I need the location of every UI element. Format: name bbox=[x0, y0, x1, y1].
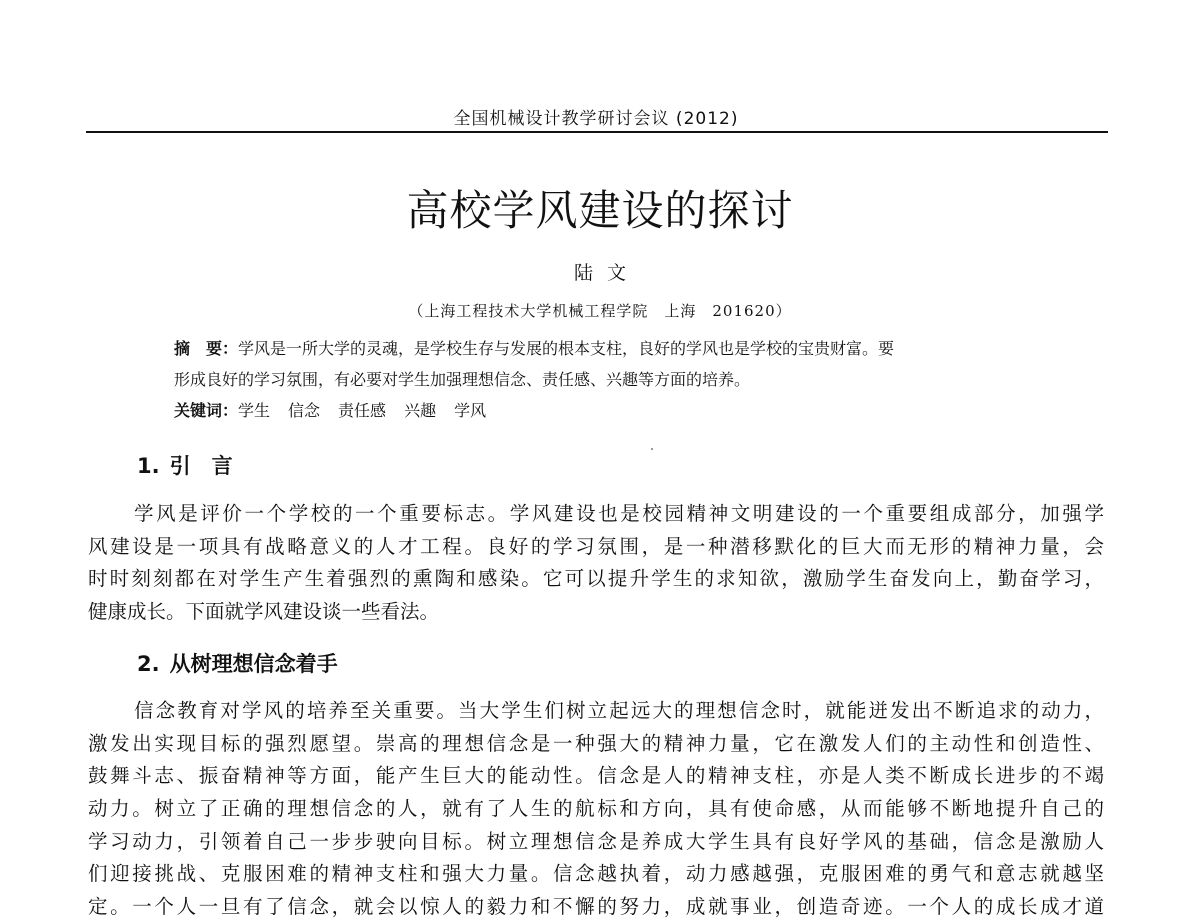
keyword: 学风 bbox=[454, 401, 487, 420]
body-line: 们迎接挑战、克服困难的精神支柱和强大力量。信念越执着，动力感越强，克服困难的勇气和意志就越坚 bbox=[88, 862, 1104, 885]
abstract-text: 形成良好的学习氛围，有必要对学生加强理想信念、责任感、兴趣等方面的培养。 bbox=[174, 370, 751, 389]
keyword: 兴趣 bbox=[404, 401, 437, 420]
body-line: 健康成长。下面就学风建设谈一些看法。 bbox=[88, 600, 440, 623]
body-line: 学风是评价一个学校的一个重要标志。学风建设也是校园精神文明建设的一个重要组成部分，加强学 bbox=[134, 502, 1104, 525]
body-line: 定。一个人一旦有了信念，就会以惊人的毅力和不懈的努力，成就事业，创造奇迹。一个人的成长成才道 bbox=[88, 895, 1104, 918]
keyword: 学生 bbox=[238, 401, 271, 420]
body-line: 激发出实现目标的强烈愿望。崇高的理想信念是一种强大的精神力量，它在激发人们的主动性和创造性、 bbox=[88, 732, 1104, 755]
scan-speck bbox=[651, 448, 653, 450]
section-heading bbox=[137, 450, 233, 480]
paper-title: 高校学风建设的探讨 bbox=[406, 186, 794, 235]
section-heading bbox=[137, 648, 338, 678]
section-title: 从树理想信念着手 bbox=[169, 652, 338, 676]
body-line: 风建设是一项具有战略意义的人才工程。良好的学习氛围，是一种潜移默化的巨大而无形的精神力量，会 bbox=[88, 535, 1104, 558]
keywords-line bbox=[174, 400, 1034, 422]
body-line: 动力。树立了正确的理想信念的人，就有了人生的航标和方向，具有使命感，从而能够不断地提升自己的 bbox=[88, 797, 1104, 820]
abstract-line bbox=[174, 338, 1034, 360]
keywords-label: 关键词： bbox=[174, 401, 239, 420]
author-name: 陆文 bbox=[573, 262, 640, 284]
keyword: 信念 bbox=[288, 401, 321, 420]
abstract-label: 摘 要： bbox=[174, 339, 239, 358]
header-rule bbox=[86, 131, 1108, 133]
keyword: 责任感 bbox=[338, 401, 387, 420]
section-title: 引 言 bbox=[169, 454, 233, 478]
section-number: 2. bbox=[137, 652, 160, 676]
body-line: 学习动力，引领着自己一步步驶向目标。树立理想信念是养成大学生具有良好学风的基础，信念是激励人 bbox=[88, 830, 1104, 853]
section-number: 1. bbox=[137, 454, 160, 478]
abstract-text: 学风是一所大学的灵魂，是学校生存与发展的根本支柱，良好的学风也是学校的宝贵财富。要 bbox=[238, 339, 895, 358]
affiliation: （上海工程技术大学机械工程学院 上海 201620） bbox=[408, 302, 792, 320]
running-head: 全国机械设计教学研讨会议 (2012) bbox=[453, 109, 739, 129]
abstract-line bbox=[174, 369, 1034, 391]
body-line: 鼓舞斗志、振奋精神等方面，能产生巨大的能动性。信念是人的精神支柱，亦是人类不断成长进步的不竭 bbox=[88, 764, 1104, 787]
body-line: 信念教育对学风的培养至关重要。当大学生们树立起远大的理想信念时，就能迸发出不断追求的动力， bbox=[134, 699, 1104, 722]
body-line: 时时刻刻都在对学生产生着强烈的熏陶和感染。它可以提升学生的求知欲，激励学生奋发向上，勤奋学习， bbox=[88, 567, 1104, 590]
